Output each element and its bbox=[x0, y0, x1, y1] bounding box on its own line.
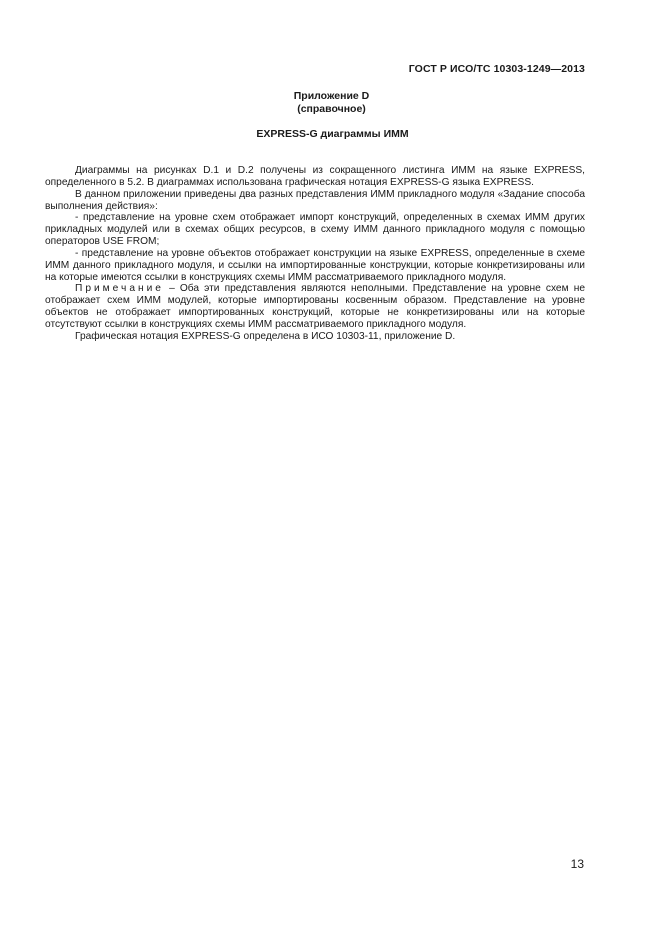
paragraph-two-representations: В данном приложении приведены два разных представления ИММ прикладного модуля «Задание способа выполнения действия»: bbox=[45, 188, 585, 212]
paragraph-schema-level: - представление на уровне схем отображает импорт конструкций, определенных в схемах ИММ других прикладных модулей или в схемах общих ресурсов, в схему ИММ данного прикладного модуля с помощью операторов USE FROM; bbox=[45, 212, 585, 248]
document-standard-header: ГОСТ Р ИСО/ТС 10303-1249—2013 bbox=[408, 63, 585, 75]
paragraph-note bbox=[45, 283, 585, 330]
body-text bbox=[45, 165, 585, 343]
paragraph-notation-reference: Графическая нотация EXPRESS-G определена в ИСО 10303-11, приложение D. bbox=[75, 330, 456, 342]
page-number: 13 bbox=[570, 857, 584, 871]
annex-heading bbox=[0, 90, 661, 116]
section-title: EXPRESS-G диаграммы ИММ bbox=[256, 128, 409, 140]
note-label: Примечание bbox=[75, 283, 164, 295]
paragraph-diagrams-intro: Диаграммы на рисунках D.1 и D.2 получены из сокращенного листинга ИММ на языке EXPRESS, определенного в 5.2. В диаграммах использована графическая нотация EXPRESS-G языка EXPRESS. bbox=[45, 165, 585, 188]
paragraph-entity-level: - представление на уровне объектов отображает конструкции на языке EXPRESS, определенные в схеме ИММ данного прикладного модуля, и ссылки на импортированные конструкции, которые конкретизированы или на которые имеются ссылки в конструкциях схемы ИММ рассматриваемого прикладного модуля. bbox=[45, 247, 585, 283]
note-dash: – bbox=[163, 283, 180, 295]
note-text: Оба эти представления являются неполными. Представление на уровне схем не отображает схем ИММ модулей, которые импортированы косвенным образом. Представление на уровне объектов не отображает импортированных конструкций, которые не конкретизированы или на которые отсутствуют ссылки в конструкциях схемы ИММ рассматриваемого прикладного модуля. bbox=[45, 283, 585, 330]
annex-title: Приложение D bbox=[293, 90, 370, 102]
annex-subtitle: (справочное) bbox=[297, 103, 366, 115]
